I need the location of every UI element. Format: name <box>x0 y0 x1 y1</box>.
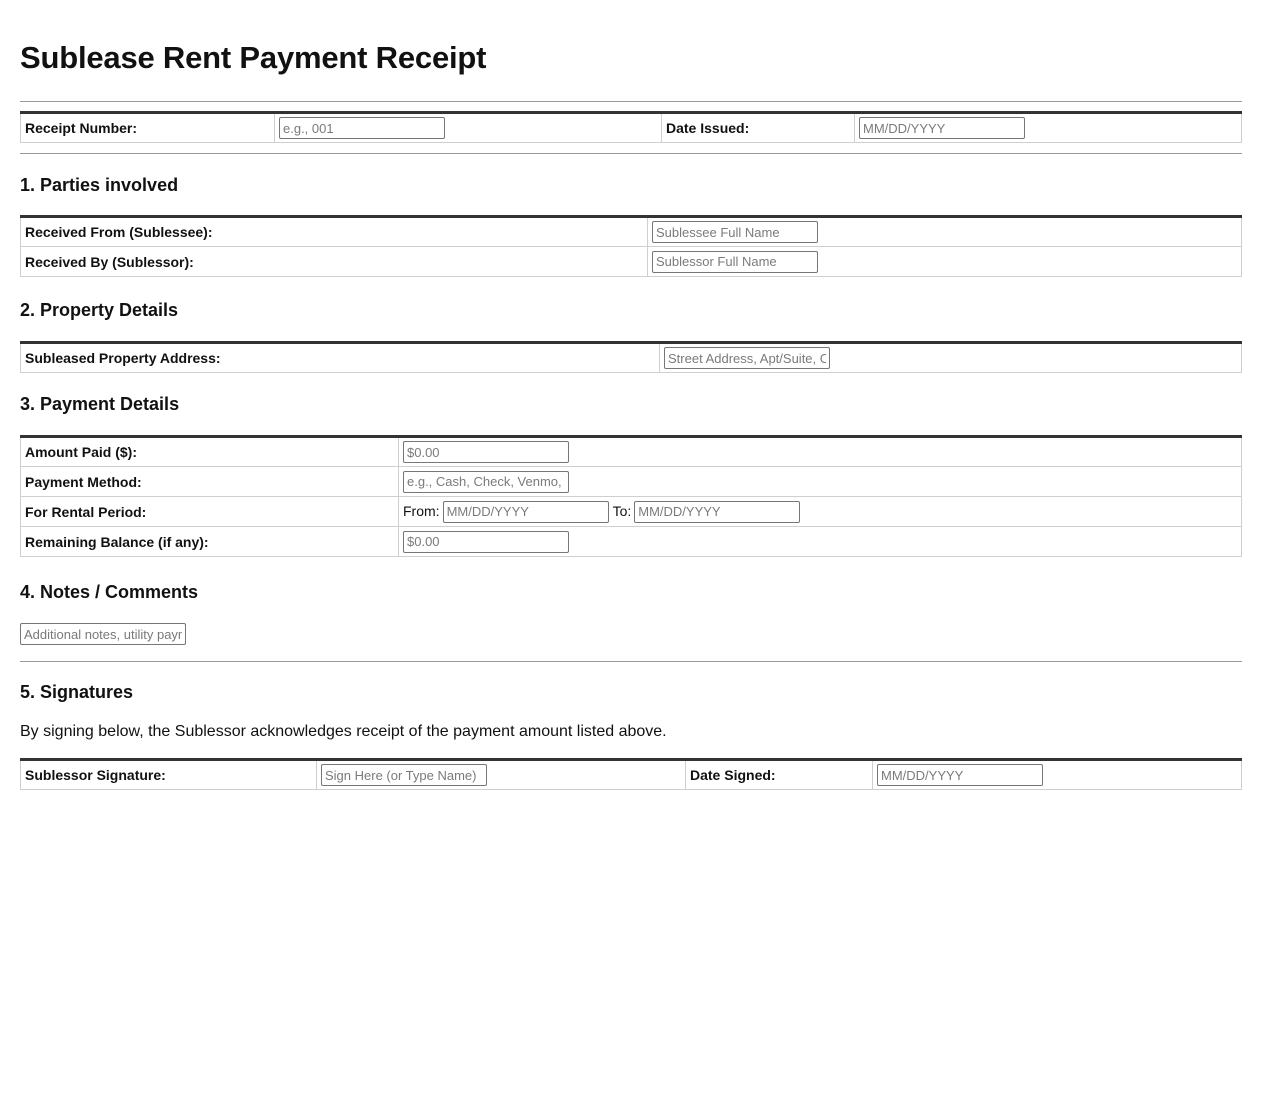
receipt-header-row <box>21 113 1242 143</box>
rental-period-label: For Rental Period: <box>21 497 399 527</box>
payment-method-cell <box>399 467 1242 497</box>
section-payment-heading: 3. Payment Details <box>20 394 180 414</box>
payment-method-input[interactable] <box>403 471 569 493</box>
sublessee-cell <box>648 217 1242 247</box>
date-signed-cell <box>873 760 1242 790</box>
property-address-label: Subleased Property Address: <box>21 343 660 373</box>
section-property-heading: 2. Property Details <box>20 300 179 320</box>
date-signed-label: Date Signed: <box>686 760 873 790</box>
signature-row <box>21 760 1242 790</box>
period-from-input[interactable] <box>443 501 609 523</box>
sublessor-name-input[interactable] <box>652 251 818 273</box>
section-parties-heading: 1. Parties involved <box>20 175 179 195</box>
sublessor-cell <box>648 247 1242 277</box>
receipt-number-label: Receipt Number: <box>21 113 275 143</box>
notes-input[interactable] <box>20 623 186 645</box>
date-issued-label: Date Issued: <box>662 113 855 143</box>
property-table <box>20 341 1242 373</box>
table-row <box>21 247 1242 277</box>
page-title: Sublease Rent Payment Receipt <box>20 40 487 75</box>
section-notes-heading: 4. Notes / Comments <box>20 582 199 602</box>
signature-statement: By signing below, the Sublessor acknowledges receipt of the payment amount listed above. <box>20 723 667 740</box>
sublessor-label: Received By (Sublessor): <box>21 247 648 277</box>
receipt-number-cell <box>275 113 662 143</box>
section-signatures-heading: 5. Signatures <box>20 682 134 702</box>
remaining-balance-label: Remaining Balance (if any): <box>21 527 399 557</box>
payment-method-label: Payment Method: <box>21 467 399 497</box>
date-issued-cell <box>855 113 1242 143</box>
table-row <box>21 497 1242 527</box>
date-issued-input[interactable] <box>859 117 1025 139</box>
remaining-balance-input[interactable] <box>403 531 569 553</box>
receipt-header-table <box>20 111 1242 143</box>
sublessor-signature-cell <box>317 760 686 790</box>
receipt-number-input[interactable] <box>279 117 445 139</box>
period-from-label: From: <box>403 503 440 519</box>
amount-paid-input[interactable] <box>403 441 569 463</box>
table-row <box>21 527 1242 557</box>
table-row <box>21 467 1242 497</box>
amount-paid-cell <box>399 437 1242 467</box>
sublessee-name-input[interactable] <box>652 221 818 243</box>
date-signed-input[interactable] <box>877 764 1043 786</box>
title-divider <box>20 101 1242 102</box>
notes-divider <box>20 661 1242 662</box>
sublessor-signature-label: Sublessor Signature: <box>21 760 317 790</box>
payment-table <box>20 435 1242 557</box>
sublessee-label: Received From (Sublessee): <box>21 217 648 247</box>
remaining-balance-cell <box>399 527 1242 557</box>
signature-table <box>20 758 1242 790</box>
amount-paid-label: Amount Paid ($): <box>21 437 399 467</box>
parties-table <box>20 215 1242 277</box>
property-address-input[interactable] <box>664 347 830 369</box>
period-to-label: To: <box>612 503 632 519</box>
property-address-cell <box>660 343 1242 373</box>
table-row <box>21 217 1242 247</box>
header-divider <box>20 153 1242 154</box>
table-row <box>21 343 1242 373</box>
sublessor-signature-input[interactable] <box>321 764 487 786</box>
period-to-input[interactable] <box>634 501 800 523</box>
table-row <box>21 437 1242 467</box>
rental-period-cell <box>399 497 1242 527</box>
